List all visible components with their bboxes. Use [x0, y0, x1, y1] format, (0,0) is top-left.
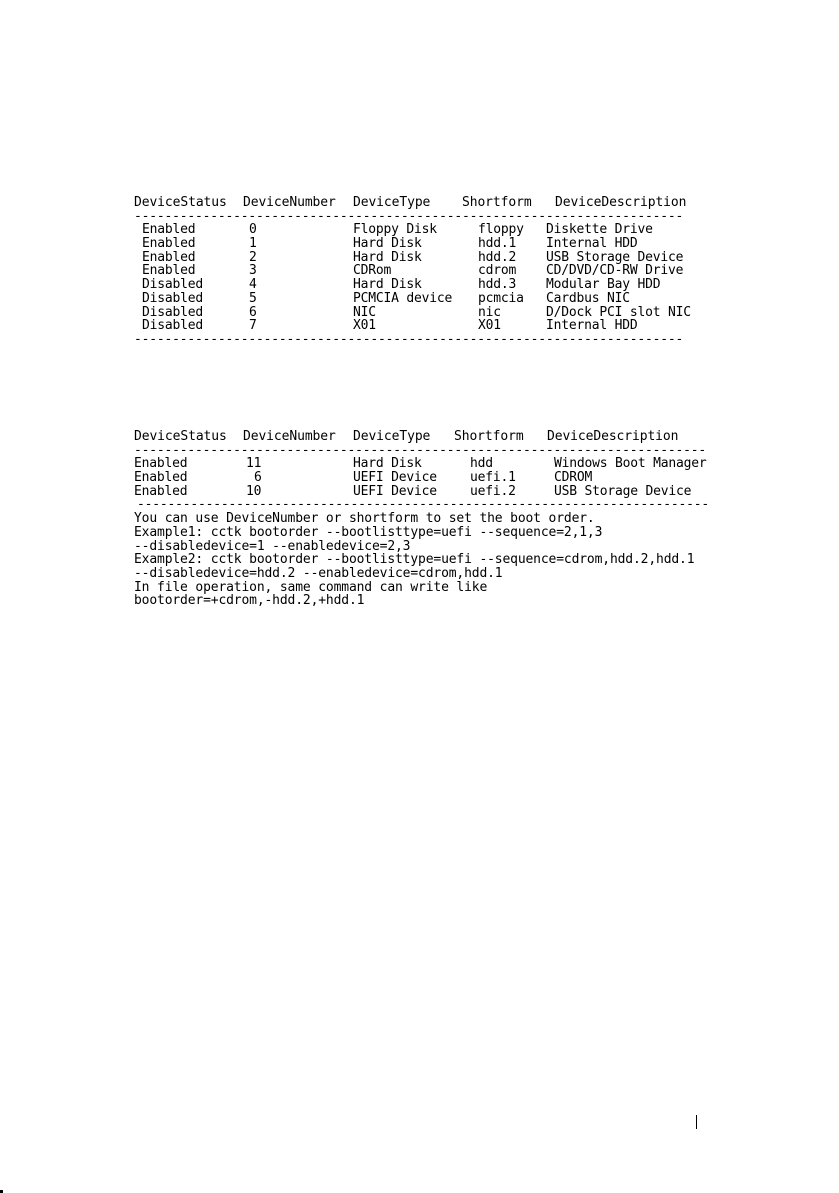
cell-number: 6 — [249, 304, 257, 320]
device-table-legacy — [134, 196, 706, 347]
cell-status: Enabled — [142, 249, 196, 265]
note-line: bootorder=+cdrom,-hdd.2,+hdd.1 — [134, 593, 365, 609]
cell-shortform: hdd — [470, 456, 493, 472]
cell-number: 7 — [249, 318, 257, 334]
table-row — [134, 457, 727, 471]
cell-number: 11 — [246, 456, 262, 472]
header-device-status: DeviceStatus — [134, 429, 227, 444]
cell-status: Disabled — [142, 304, 204, 320]
note-line: --disabledevice=1 --enabledevice=2,3 — [134, 538, 411, 554]
cell-number: 3 — [249, 263, 257, 279]
cell-shortform: uefi.2 — [470, 483, 516, 499]
table-row — [134, 264, 706, 278]
cell-type: CDRom — [353, 263, 392, 279]
table-header — [134, 196, 706, 210]
cell-description: D/Dock PCI slot NIC — [546, 304, 691, 320]
cell-number: 1 — [249, 236, 257, 252]
cell-status: Disabled — [142, 318, 204, 334]
table-row — [134, 251, 706, 265]
table-rule-bottom: ------------------------------------------------------------------------ — [134, 332, 684, 347]
table-row — [134, 292, 706, 306]
header-device-type: DeviceType — [353, 429, 431, 444]
cell-description: Internal HDD — [546, 318, 638, 334]
cell-description: CDROM — [554, 470, 593, 486]
cell-status: Enabled — [134, 456, 188, 472]
cell-shortform: X01 — [478, 318, 501, 334]
table-row — [134, 471, 727, 485]
note-line: In file operation, same command can write like — [134, 579, 488, 595]
cell-shortform: hdd.1 — [478, 236, 517, 252]
table-row — [134, 319, 706, 333]
cell-status: Enabled — [134, 470, 188, 486]
header-device-number: DeviceNumber — [243, 429, 336, 444]
cell-shortform: floppy — [478, 222, 524, 238]
note-line: You can use DeviceNumber or shortform to set the boot order. — [134, 511, 595, 527]
table-row — [134, 278, 706, 292]
table-row — [134, 237, 706, 251]
header-shortform: Shortform — [462, 195, 532, 210]
cell-type: UEFI Device — [353, 483, 437, 499]
cell-type: Hard Disk — [353, 236, 422, 252]
header-device-type: DeviceType — [353, 195, 431, 210]
header-shortform: Shortform — [454, 429, 524, 444]
cell-description: USB Storage Device — [546, 249, 684, 265]
header-device-status: DeviceStatus — [134, 195, 227, 210]
table-rule-bottom: --------------------------------------------------------------------------- — [137, 498, 709, 513]
table-row — [134, 306, 706, 320]
table-header — [134, 430, 727, 444]
cell-description: Windows Boot Manager — [554, 456, 707, 472]
table-rule-top: --------------------------------------------------------------------------- — [134, 443, 706, 458]
cell-shortform: nic — [478, 304, 501, 320]
cell-type: Hard Disk — [353, 249, 422, 265]
cell-type: X01 — [353, 318, 376, 334]
cell-type: NIC — [353, 304, 376, 320]
cell-status: Enabled — [142, 236, 196, 252]
cell-type: PCMCIA device — [353, 290, 453, 306]
usage-notes — [134, 512, 727, 608]
cell-number: 4 — [249, 277, 257, 293]
cell-status: Disabled — [142, 290, 204, 306]
cell-shortform: pcmcia — [478, 290, 524, 306]
cell-description: USB Storage Device — [554, 483, 692, 499]
cell-status: Enabled — [142, 263, 196, 279]
note-line: Example2: cctk bootorder --bootlisttype=uefi --sequence=cdrom,hdd.2,hdd.1 — [134, 552, 695, 568]
cell-shortform: hdd.2 — [478, 249, 517, 265]
page-footer-divider — [696, 1115, 697, 1129]
cell-shortform: uefi.1 — [470, 470, 516, 486]
table-row — [134, 223, 706, 237]
cell-shortform: hdd.3 — [478, 277, 517, 293]
cell-type: Hard Disk — [353, 456, 422, 472]
note-line: --disabledevice=hdd.2 --enabledevice=cdrom,hdd.1 — [134, 565, 503, 581]
cell-number: 2 — [249, 249, 257, 265]
cell-number: 0 — [249, 222, 257, 238]
cell-status: Enabled — [134, 483, 188, 499]
cell-type: Floppy Disk — [353, 222, 437, 238]
cell-shortform: cdrom — [478, 263, 517, 279]
header-device-description: DeviceDescription — [555, 195, 687, 210]
cell-description: Internal HDD — [546, 236, 638, 252]
cell-number: 6 — [254, 470, 262, 486]
cell-description: Diskette Drive — [546, 222, 653, 238]
table-row — [134, 485, 727, 499]
table-rule-top: ------------------------------------------------------------------------ — [134, 209, 684, 224]
note-line: Example1: cctk bootorder --bootlisttype=uefi --sequence=2,1,3 — [134, 524, 603, 540]
device-table-uefi — [134, 430, 727, 608]
cell-type: UEFI Device — [353, 470, 437, 486]
header-device-description: DeviceDescription — [547, 429, 679, 444]
cell-status: Enabled — [142, 222, 196, 238]
cell-status: Disabled — [142, 277, 204, 293]
cell-description: CD/DVD/CD-RW Drive — [546, 263, 684, 279]
cell-number: 5 — [249, 290, 257, 306]
cell-description: Modular Bay HDD — [546, 277, 661, 293]
cell-description: Cardbus NIC — [546, 290, 630, 306]
header-device-number: DeviceNumber — [243, 195, 336, 210]
cell-number: 10 — [246, 483, 262, 499]
cell-type: Hard Disk — [353, 277, 422, 293]
